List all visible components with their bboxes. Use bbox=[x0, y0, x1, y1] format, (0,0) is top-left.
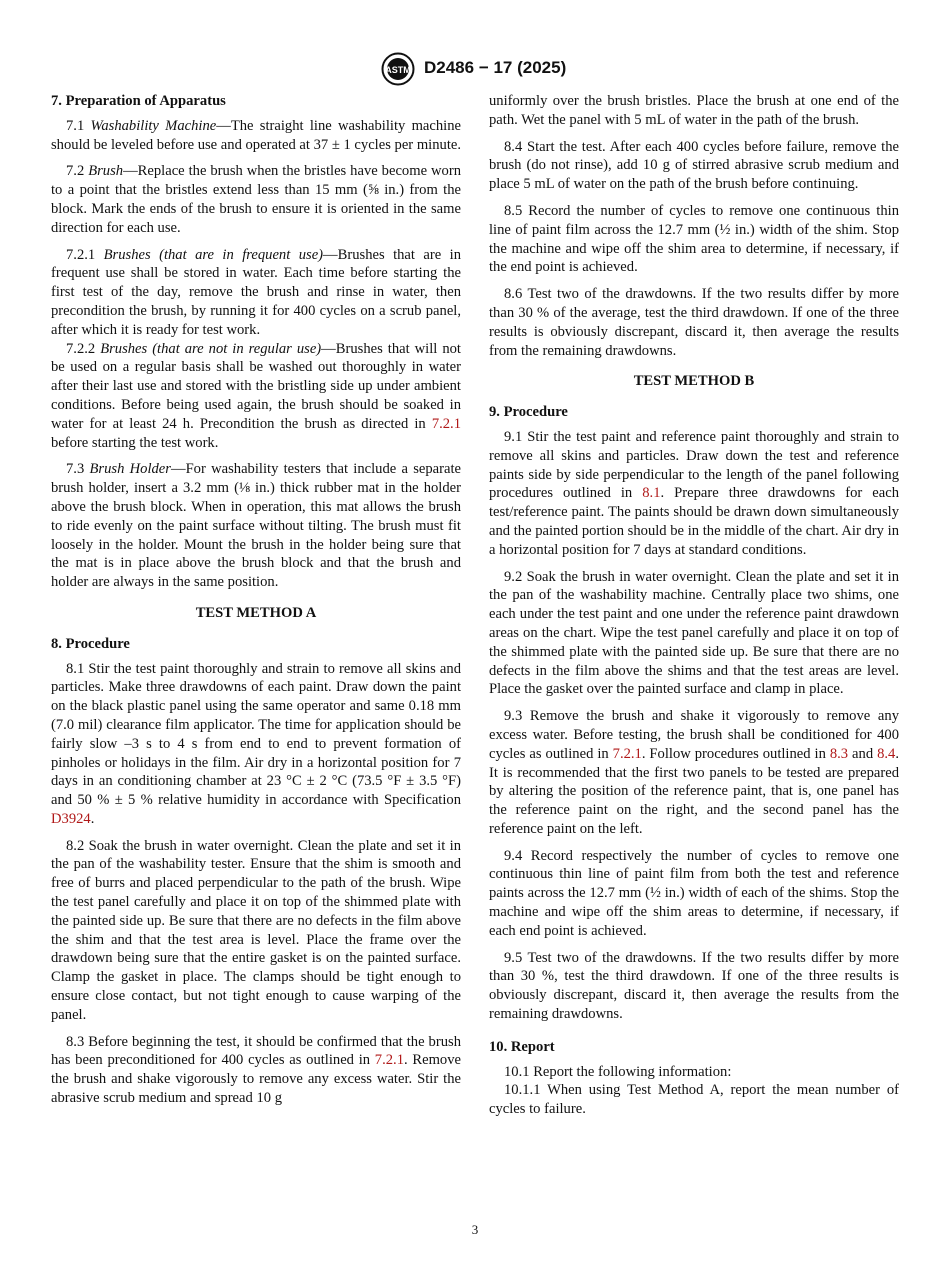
para-7-3: 7.3 Brush Holder—For washability testers that include a separate brush holder, insert a 3.2 mm (⅛ in.) thick rubber mat in the holder above the brush block. When in operation, this mat allows the brush to ride evenly on the paint surface without tilting. The brush must fit loosely in the holder. Mount the brush in the holder being sure that the mat is in place above the brush block and that the brush and holder are always in the same position. bbox=[51, 461, 461, 591]
left-column bbox=[51, 92, 461, 1116]
para-8-3-continued: uniformly over the brush bristles. Place the brush at one end of the path. Wet the panel with 5 mL of water in the path of the brush. bbox=[489, 93, 899, 128]
para-9-2: 9.2 Soak the brush in water overnight. Clean the plate and set it in the pan of the washability machine. Centrally place two shims, one each under the test paint and one under the reference paint drawdown areas on the chart. Wipe the test panel carefully and place it on top of the shimmed plate with the painted side up. Be sure that there are no defects in the film above the shims and that the test areas are level. Place the gasket over the painted surface and clamp in place. bbox=[489, 568, 899, 698]
section-7-heading: 7. Preparation of Apparatus bbox=[51, 93, 226, 109]
para-7-2-1: 7.2.1 Brushes (that are in frequent use)—Brushes that are in frequent use shall be stored in water. Each time before starting the first test of the day, remove the brush and rinse in water, then precondition the brush, by running it for 400 cycles on a scrub panel, after which it is ready for test work. bbox=[51, 246, 461, 338]
para-7-2: 7.2 Brush—Replace the brush when the bristles have become worn to a point that the bristles extend less than 15 mm (⅝ in.) from the block. Mark the ends of the brush to ensure it is oriented in the same direction for each use. bbox=[51, 163, 461, 236]
para-8-1: 8.1 Stir the test paint thoroughly and strain to remove all skins and particles. Make three drawdowns of each paint. Draw down the paint on the black plastic panel using the same operator and same 0.18 mm (7.0 mil) clearance film applicator. The time for application should be fairly slow –3 s to 4 s from end to end to prevent formation of pinholes or holidays in the film. Air dry in a horizontal position for 7 days in an conditioning chamber at 23 °C ± 2 °C (73.5 °F ± 3.5 °F) and 50 % ± 5 % relative humidity in accordance with Specification D3924. bbox=[51, 660, 461, 827]
document-id: D2486 − 17 (2025) bbox=[424, 58, 567, 77]
ref-7-2-1-link[interactable]: 7.2.1 bbox=[431, 415, 461, 432]
ref-d3924-link[interactable]: D3924 bbox=[51, 810, 91, 827]
para-9-3: 9.3 Remove the brush and shake it vigorously to remove any excess water. Before testing, the brush shall be conditioned for 400 cycles as outlined in 7.2.1. Follow procedures outlined in 8.3 and 8.4. It is recommended that the first two panels to be tested are prepared by altering the position of the reference paint, that is, one panel has the reference paint on the right, and the second panel has the reference paint on the left. bbox=[489, 708, 899, 837]
para-9-4: 9.4 Record respectively the number of cycles to remove one continuous thin line of paint film from both the test and reference paints across the 12.7 mm (½ in.) width of each of the shims. Stop the machine and wipe off the shim areas to determine, if necessary, if each end point is achieved. bbox=[489, 847, 899, 939]
ref-7-2-1-link[interactable]: 7.2.1 bbox=[374, 1052, 404, 1069]
para-8-5: 8.5 Record the number of cycles to remove one continuous thin line of paint film across the 12.7 mm (½ in.) width of the shim. Stop the machine and wipe off the shim area to determine, if necessary, if the end point is achieved. bbox=[489, 202, 899, 276]
para-8-4: 8.4 Start the test. After each 400 cycles before failure, remove the brush (do not rinse), add 10 g of stirred abrasive scrub medium and place 5 mL of water on the path of the brush before continuing. bbox=[489, 138, 899, 193]
ref-8-3-link[interactable]: 8.3 bbox=[829, 745, 849, 762]
right-column bbox=[489, 92, 899, 1127]
ref-7-2-1-link[interactable]: 7.2.1 bbox=[612, 745, 642, 762]
section-8-heading: 8. Procedure bbox=[51, 635, 130, 652]
para-9-1: 9.1 Stir the test paint and reference paint thoroughly and strain to remove all skins and particles. Draw down the test and reference paints side by side perpendicular to the length of the panel following procedures outlined in 8.1. Prepare three drawdowns for each test/reference paint. The paints should be drawn down simultaneously and the painted portion should be in the middle of the chart. Air dry in a horizontal position for 7 days at standard conditions. bbox=[489, 428, 899, 558]
para-7-1: 7.1 Washability Machine—The straight line washability machine should be leveled before use and operated at 37 ± 1 cycles per minute. bbox=[51, 117, 462, 153]
astm-logo-icon bbox=[380, 52, 416, 86]
para-9-5: 9.5 Test two of the drawdowns. If the two results differ by more than 30 %, test the third drawdown. If one of the three results is obviously discrepant, discard it, then average the results from the remaining drawdowns. bbox=[489, 949, 899, 1023]
ref-8-1-link[interactable]: 8.1 bbox=[642, 485, 661, 502]
test-method-b-heading: TEST METHOD B bbox=[633, 373, 755, 390]
svg-text:ASTM: ASTM bbox=[385, 65, 411, 75]
page-header bbox=[0, 52, 950, 88]
section-10-heading: 10. Report bbox=[489, 1038, 555, 1055]
para-8-6: 8.6 Test two of the drawdowns. If the two results differ by more than 30 % of the average, test the third drawdown. If one of the three results is obviously discrepant, discard it, then average the results from the remaining drawdowns. bbox=[489, 286, 899, 359]
para-7-2-2: 7.2.2 Brushes (that are not in regular use)—Brushes that will not be used on a regular basis shall be washed out thoroughly in water after their last use and stored with the bristling side up under ambient conditions. Before being used again, the brush should be soaked in water for at least 24 h. Precondition the brush as directed in 7.2.1 before starting the test work. bbox=[51, 340, 461, 451]
para-10-1: 10.1 Report the following information: bbox=[504, 1063, 732, 1080]
section-9-heading: 9. Procedure bbox=[489, 404, 568, 421]
ref-8-4-link[interactable]: 8.4 bbox=[877, 745, 896, 762]
para-8-2: 8.2 Soak the brush in water overnight. Clean the plate and set it in the pan of the washability tester. Ensure that the shim is smooth and free of burrs and placed perpendicular to the path of the brush. Wipe the test panel carefully and place it on top of the shimmed plate with the painted side up. Be sure that there are no defects in the film above the shim and that the test area is level. Place the frame over the drawdown being sure that the entire gasket is on the painted surface. Clamp the gasket in place. The clamps should be tight enough to ensure close contact, but not tight enough to cause warping of the panel. bbox=[51, 837, 461, 1023]
para-10-1-1: 10.1.1 When using Test Method A, report the mean number of cycles to failure. bbox=[489, 1082, 899, 1118]
page-number: 3 bbox=[471, 1222, 479, 1237]
para-8-3: 8.3 Before beginning the test, it should be confirmed that the brush has been preconditioned for 400 cycles as outlined in 7.2.1. Remove the brush and shake vigorously to remove any excess water. Stir the abrasive scrub medium and spread 10 g bbox=[51, 1033, 461, 1107]
test-method-a-heading: TEST METHOD A bbox=[195, 604, 317, 621]
